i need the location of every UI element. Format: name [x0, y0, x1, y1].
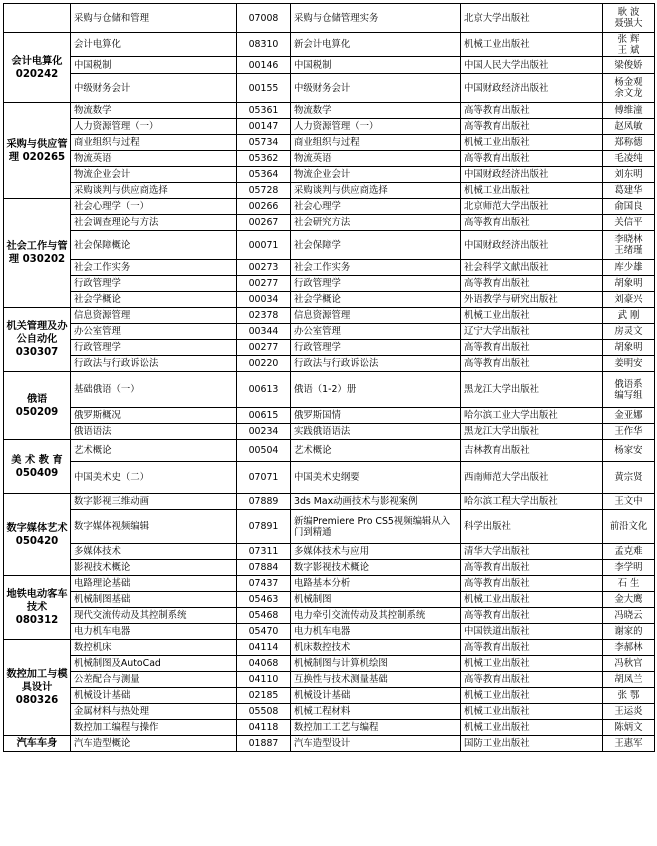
- book-cell: 物流数学: [291, 103, 461, 119]
- major-cell: 汽车车身: [4, 736, 71, 752]
- code-cell: 00277: [237, 340, 291, 356]
- book-cell: 实践俄语语法: [291, 424, 461, 440]
- code-cell: 00034: [237, 292, 291, 308]
- code-cell: 00220: [237, 356, 291, 372]
- author-cell: 刘东明: [603, 167, 655, 183]
- code-cell: 05734: [237, 135, 291, 151]
- publisher-cell: 高等教育出版社: [461, 608, 603, 624]
- publisher-cell: 高等教育出版社: [461, 560, 603, 576]
- code-cell: 00613: [237, 372, 291, 408]
- code-cell: 07008: [237, 4, 291, 33]
- publisher-cell: 黑龙江大学出版社: [461, 424, 603, 440]
- author-cell: 傅维潼: [603, 103, 655, 119]
- code-cell: 00266: [237, 199, 291, 215]
- course-cell: 中级财务会计: [71, 74, 237, 103]
- table-row: [4, 74, 655, 103]
- code-cell: 00147: [237, 119, 291, 135]
- book-cell: 机械设计基础: [291, 688, 461, 704]
- table-row: [4, 135, 655, 151]
- book-cell: 电力机车电器: [291, 624, 461, 640]
- table-body: [4, 4, 655, 752]
- table-row: [4, 324, 655, 340]
- publisher-cell: 高等教育出版社: [461, 276, 603, 292]
- author-cell: 王文中: [603, 494, 655, 510]
- publisher-cell: 哈尔滨工业大学出版社: [461, 408, 603, 424]
- course-cell: 俄语语法: [71, 424, 237, 440]
- author-cell: 葛建华: [603, 183, 655, 199]
- course-cell: 中国税制: [71, 57, 237, 74]
- book-cell: 机械制图与计算机绘图: [291, 656, 461, 672]
- table-row: [4, 688, 655, 704]
- publisher-cell: 中国人民大学出版社: [461, 57, 603, 74]
- course-cell: 多媒体技术: [71, 544, 237, 560]
- book-cell: 多媒体技术与应用: [291, 544, 461, 560]
- author-cell: 前沿文化: [603, 510, 655, 544]
- major-cell: [4, 4, 71, 33]
- table-row: [4, 544, 655, 560]
- book-cell: 中国税制: [291, 57, 461, 74]
- table-row: [4, 424, 655, 440]
- publisher-cell: 国防工业出版社: [461, 736, 603, 752]
- code-cell: 05470: [237, 624, 291, 640]
- course-cell: 采购谈判与供应商选择: [71, 183, 237, 199]
- author-cell: 杨金观 余文龙: [603, 74, 655, 103]
- author-cell: 耿 波 聂强大: [603, 4, 655, 33]
- publisher-cell: 机械工业出版社: [461, 308, 603, 324]
- code-cell: 00155: [237, 74, 291, 103]
- table-row: [4, 340, 655, 356]
- author-cell: 孟克难: [603, 544, 655, 560]
- course-cell: 办公室管理: [71, 324, 237, 340]
- book-cell: 采购与仓储管理实务: [291, 4, 461, 33]
- author-cell: 刘豪兴: [603, 292, 655, 308]
- course-cell: 物流数学: [71, 103, 237, 119]
- author-cell: 谢家的: [603, 624, 655, 640]
- major-cell: 机关管理及办公自动化 030307: [4, 308, 71, 372]
- table-row: [4, 656, 655, 672]
- course-cell: 公差配合与测量: [71, 672, 237, 688]
- code-cell: 00277: [237, 276, 291, 292]
- publisher-cell: 中国财政经济出版社: [461, 167, 603, 183]
- table-row: [4, 119, 655, 135]
- course-cell: 金属材料与热处理: [71, 704, 237, 720]
- table-row: [4, 608, 655, 624]
- book-cell: 行政管理学: [291, 276, 461, 292]
- table-row: [4, 720, 655, 736]
- code-cell: 07437: [237, 576, 291, 592]
- course-cell: 电力机车电器: [71, 624, 237, 640]
- table-row: [4, 408, 655, 424]
- publisher-cell: 西南师范大学出版社: [461, 462, 603, 494]
- author-cell: 王运炎: [603, 704, 655, 720]
- publisher-cell: 机械工业出版社: [461, 33, 603, 57]
- table-row: [4, 640, 655, 656]
- author-cell: 俄语系 编写组: [603, 372, 655, 408]
- publisher-cell: 高等教育出版社: [461, 340, 603, 356]
- course-cell: 社会学概论: [71, 292, 237, 308]
- table-row: [4, 672, 655, 688]
- course-cell: 俄罗斯概况: [71, 408, 237, 424]
- table-row: [4, 292, 655, 308]
- book-cell: 社会心理学: [291, 199, 461, 215]
- author-cell: 武 刚: [603, 308, 655, 324]
- table-row: [4, 276, 655, 292]
- book-cell: 3ds Max动画技术与影视案例: [291, 494, 461, 510]
- table-row: [4, 231, 655, 260]
- author-cell: 毛凌纯: [603, 151, 655, 167]
- course-cell: 社会心理学（一）: [71, 199, 237, 215]
- code-cell: 07889: [237, 494, 291, 510]
- course-cell: 中国美术史（二）: [71, 462, 237, 494]
- table-row: [4, 215, 655, 231]
- publisher-cell: 高等教育出版社: [461, 103, 603, 119]
- code-cell: 01887: [237, 736, 291, 752]
- author-cell: 王惠军: [603, 736, 655, 752]
- book-cell: 艺术概论: [291, 440, 461, 462]
- publisher-cell: 高等教育出版社: [461, 119, 603, 135]
- course-cell: 采购与仓储和管理: [71, 4, 237, 33]
- publisher-cell: 高等教育出版社: [461, 215, 603, 231]
- code-cell: 04114: [237, 640, 291, 656]
- code-cell: 02378: [237, 308, 291, 324]
- book-cell: 机械制图: [291, 592, 461, 608]
- author-cell: 胡象明: [603, 340, 655, 356]
- author-cell: 黄宗贤: [603, 462, 655, 494]
- author-cell: 金大鹰: [603, 592, 655, 608]
- code-cell: 00344: [237, 324, 291, 340]
- book-cell: 行政管理学: [291, 340, 461, 356]
- code-cell: 00273: [237, 260, 291, 276]
- publisher-cell: 北京师范大学出版社: [461, 199, 603, 215]
- author-cell: 关信平: [603, 215, 655, 231]
- book-cell: 商业组织与过程: [291, 135, 461, 151]
- course-cell: 机械制图及AutoCad: [71, 656, 237, 672]
- book-cell: 办公室管理: [291, 324, 461, 340]
- course-cell: 社会工作实务: [71, 260, 237, 276]
- author-cell: 梁俊娇: [603, 57, 655, 74]
- book-cell: 电路基本分析: [291, 576, 461, 592]
- table-row: [4, 704, 655, 720]
- publisher-cell: 高等教育出版社: [461, 576, 603, 592]
- code-cell: 04118: [237, 720, 291, 736]
- book-cell: 中级财务会计: [291, 74, 461, 103]
- book-cell: 互换性与技术测量基础: [291, 672, 461, 688]
- major-cell: 采购与供应管理 020265: [4, 103, 71, 199]
- code-cell: 00615: [237, 408, 291, 424]
- book-cell: 数控加工工艺与编程: [291, 720, 461, 736]
- author-cell: 库少雄: [603, 260, 655, 276]
- table-row: [4, 462, 655, 494]
- table-row: [4, 183, 655, 199]
- course-cell: 基础俄语（一）: [71, 372, 237, 408]
- publisher-cell: 科学出版社: [461, 510, 603, 544]
- major-cell: 地铁电动客车技术 080312: [4, 576, 71, 640]
- book-cell: 社会工作实务: [291, 260, 461, 276]
- publisher-cell: 机械工业出版社: [461, 720, 603, 736]
- publisher-cell: 高等教育出版社: [461, 640, 603, 656]
- major-cell: 数控加工与模具设计 080326: [4, 640, 71, 736]
- code-cell: 02185: [237, 688, 291, 704]
- author-cell: 姜明安: [603, 356, 655, 372]
- publisher-cell: 中国财政经济出版社: [461, 231, 603, 260]
- code-cell: 05468: [237, 608, 291, 624]
- course-cell: 汽车造型概论: [71, 736, 237, 752]
- course-cell: 行政管理学: [71, 340, 237, 356]
- book-cell: 新编Premiere Pro CS5视频编辑从入门到精通: [291, 510, 461, 544]
- table-row: [4, 736, 655, 752]
- author-cell: 王作华: [603, 424, 655, 440]
- table-row: [4, 510, 655, 544]
- publisher-cell: 北京大学出版社: [461, 4, 603, 33]
- publisher-cell: 机械工业出版社: [461, 183, 603, 199]
- book-cell: 采购谈判与供应商选择: [291, 183, 461, 199]
- course-cell: 商业组织与过程: [71, 135, 237, 151]
- author-cell: 李学明: [603, 560, 655, 576]
- table-row: [4, 624, 655, 640]
- code-cell: 05364: [237, 167, 291, 183]
- table-row: [4, 151, 655, 167]
- publisher-cell: 清华大学出版社: [461, 544, 603, 560]
- author-cell: 俞国良: [603, 199, 655, 215]
- code-cell: 07071: [237, 462, 291, 494]
- course-cell: 信息资源管理: [71, 308, 237, 324]
- table-row: [4, 260, 655, 276]
- code-cell: 00234: [237, 424, 291, 440]
- author-cell: 陈炳文: [603, 720, 655, 736]
- book-cell: 汽车造型设计: [291, 736, 461, 752]
- course-cell: 数字媒体视频编辑: [71, 510, 237, 544]
- course-cell: 物流英语: [71, 151, 237, 167]
- table-row: [4, 199, 655, 215]
- code-cell: 04110: [237, 672, 291, 688]
- publisher-cell: 黑龙江大学出版社: [461, 372, 603, 408]
- course-cell: 机械设计基础: [71, 688, 237, 704]
- course-cell: 现代交流传动及其控制系统: [71, 608, 237, 624]
- author-cell: 冯晓云: [603, 608, 655, 624]
- code-cell: 00504: [237, 440, 291, 462]
- course-cell: 机械制图基础: [71, 592, 237, 608]
- publisher-cell: 高等教育出版社: [461, 356, 603, 372]
- book-cell: 电力牵引交流传动及其控制系统: [291, 608, 461, 624]
- code-cell: 07884: [237, 560, 291, 576]
- table-row: [4, 356, 655, 372]
- author-cell: 赵凤敏: [603, 119, 655, 135]
- publisher-cell: 机械工业出版社: [461, 135, 603, 151]
- course-cell: 会计电算化: [71, 33, 237, 57]
- author-cell: 张 鄂: [603, 688, 655, 704]
- author-cell: 冯秋官: [603, 656, 655, 672]
- code-cell: 00267: [237, 215, 291, 231]
- author-cell: 杨家安: [603, 440, 655, 462]
- course-cell: 电路理论基础: [71, 576, 237, 592]
- code-cell: 08310: [237, 33, 291, 57]
- code-cell: 00071: [237, 231, 291, 260]
- course-cell: 艺术概论: [71, 440, 237, 462]
- author-cell: 胡象明: [603, 276, 655, 292]
- course-cell: 物流企业会计: [71, 167, 237, 183]
- author-cell: 胡凤兰: [603, 672, 655, 688]
- author-cell: 房灵文: [603, 324, 655, 340]
- textbook-table: [3, 3, 655, 752]
- author-cell: 李郝林: [603, 640, 655, 656]
- book-cell: 人力资源管理（一）: [291, 119, 461, 135]
- publisher-cell: 机械工业出版社: [461, 688, 603, 704]
- major-cell: 会计电算化 020242: [4, 33, 71, 103]
- table-row: [4, 4, 655, 33]
- table-row: [4, 103, 655, 119]
- publisher-cell: 机械工业出版社: [461, 592, 603, 608]
- code-cell: 00146: [237, 57, 291, 74]
- author-cell: 石 生: [603, 576, 655, 592]
- publisher-cell: 高等教育出版社: [461, 672, 603, 688]
- book-cell: 机床数控技术: [291, 640, 461, 656]
- code-cell: 05362: [237, 151, 291, 167]
- major-cell: 社会工作与管理 030202: [4, 199, 71, 308]
- course-cell: 行政管理学: [71, 276, 237, 292]
- book-cell: 俄罗斯国情: [291, 408, 461, 424]
- course-cell: 影视技术概论: [71, 560, 237, 576]
- major-cell: 数字媒体艺术 050420: [4, 494, 71, 576]
- table-row: [4, 576, 655, 592]
- course-cell: 行政法与行政诉讼法: [71, 356, 237, 372]
- major-cell: 俄语 050209: [4, 372, 71, 440]
- book-cell: 社会保障学: [291, 231, 461, 260]
- book-cell: 行政法与行政诉讼法: [291, 356, 461, 372]
- publisher-cell: 机械工业出版社: [461, 704, 603, 720]
- book-cell: 信息资源管理: [291, 308, 461, 324]
- code-cell: 05508: [237, 704, 291, 720]
- table-row: [4, 167, 655, 183]
- table-row: [4, 308, 655, 324]
- publisher-cell: 中国铁道出版社: [461, 624, 603, 640]
- book-cell: 机械工程材料: [291, 704, 461, 720]
- author-cell: 金亚娜: [603, 408, 655, 424]
- course-cell: 数字影视三维动画: [71, 494, 237, 510]
- code-cell: 07891: [237, 510, 291, 544]
- book-cell: 社会学概论: [291, 292, 461, 308]
- publisher-cell: 机械工业出版社: [461, 656, 603, 672]
- code-cell: 05463: [237, 592, 291, 608]
- code-cell: 05361: [237, 103, 291, 119]
- author-cell: 张 辉 王 斌: [603, 33, 655, 57]
- book-cell: 俄语（1-2）册: [291, 372, 461, 408]
- publisher-cell: 吉林教育出版社: [461, 440, 603, 462]
- publisher-cell: 社会科学文献出版社: [461, 260, 603, 276]
- book-cell: 物流企业会计: [291, 167, 461, 183]
- book-cell: 中国美术史纲要: [291, 462, 461, 494]
- table-row: [4, 372, 655, 408]
- book-cell: 新会计电算化: [291, 33, 461, 57]
- course-cell: 人力资源管理（一）: [71, 119, 237, 135]
- publisher-cell: 高等教育出版社: [461, 151, 603, 167]
- publisher-cell: 外语教学与研究出版社: [461, 292, 603, 308]
- publisher-cell: 哈尔滨工程大学出版社: [461, 494, 603, 510]
- course-cell: 数控机床: [71, 640, 237, 656]
- course-cell: 社会调查理论与方法: [71, 215, 237, 231]
- table-row: [4, 57, 655, 74]
- publisher-cell: 辽宁大学出版社: [461, 324, 603, 340]
- code-cell: 05728: [237, 183, 291, 199]
- table-row: [4, 494, 655, 510]
- book-cell: 社会研究方法: [291, 215, 461, 231]
- code-cell: 07311: [237, 544, 291, 560]
- author-cell: 郑称德: [603, 135, 655, 151]
- table-row: [4, 33, 655, 57]
- course-cell: 社会保障概论: [71, 231, 237, 260]
- course-cell: 数控加工编程与操作: [71, 720, 237, 736]
- major-cell: 美 术 教 育 050409: [4, 440, 71, 494]
- book-cell: 数字影视技术概论: [291, 560, 461, 576]
- table-row: [4, 560, 655, 576]
- author-cell: 李晓林 王绪瑾: [603, 231, 655, 260]
- publisher-cell: 中国财政经济出版社: [461, 74, 603, 103]
- table-row: [4, 592, 655, 608]
- book-cell: 物流英语: [291, 151, 461, 167]
- code-cell: 04068: [237, 656, 291, 672]
- table-row: [4, 440, 655, 462]
